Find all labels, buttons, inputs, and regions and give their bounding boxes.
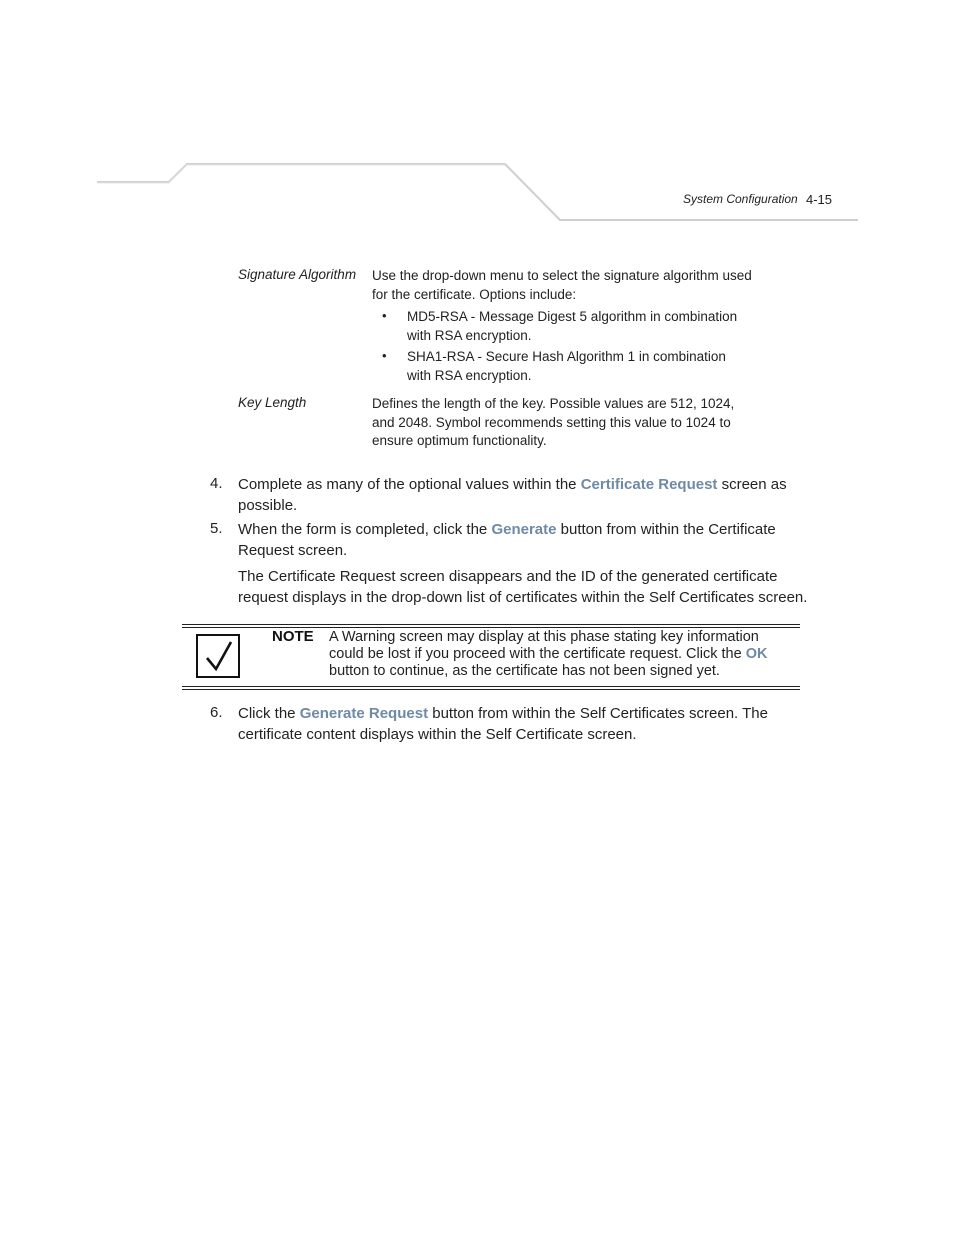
step-6-text: Click the Generate Request button from within the Self Certificates screen. The certificate content displays within the Self Certificate screen.	[238, 705, 768, 743]
bullet-item-sha1-rsa: SHA1-RSA - Secure Hash Algorithm 1 in combination with RSA encryption.	[407, 349, 726, 383]
ui-term-certificate-request: Certificate Request	[580, 476, 718, 493]
bullet-item-md5-rsa: MD5-RSA - Message Digest 5 algorithm in combination with RSA encryption.	[407, 309, 738, 343]
step-5-result-paragraph: The Certificate Request screen disappears and the ID of the generated certificate request displays in the drop-down list of certificates within the Self Certificates screen.	[238, 568, 808, 606]
bullet-marker: •	[382, 308, 387, 323]
param-desc-key-length: Defines the length of the key. Possible values are 512, 1024, and 2048. Symbol recommends setting this value to 1024 to ensure optimum functionality.	[372, 396, 735, 448]
ui-term-generate-request: Generate Request	[299, 705, 429, 722]
step-5-text: When the form is completed, click the Generate button from within the Certificate Request screen.	[238, 521, 776, 559]
checkmark-icon	[198, 636, 238, 676]
note-label: NOTE	[272, 628, 314, 645]
note-top-rule	[182, 624, 800, 625]
note-bottom-rule	[182, 686, 800, 687]
step-number: 4.	[210, 475, 223, 492]
step-4-text: Complete as many of the optional values within the Certificate Request screen as possible.	[238, 476, 787, 514]
param-term-key-length: Key Length	[238, 395, 307, 410]
step-number: 5.	[210, 520, 223, 537]
page-number: 4-15	[806, 192, 833, 207]
step-number: 6.	[210, 704, 223, 721]
bullet-marker: •	[382, 348, 387, 363]
running-head: System Configuration	[683, 192, 798, 206]
param-desc-signature-algorithm: Use the drop-down menu to select the signature algorithm used for the certificate. Options include:	[372, 268, 752, 302]
ui-term-generate: Generate	[491, 521, 557, 538]
ui-term-ok: OK	[745, 646, 768, 662]
param-term-signature-algorithm: Signature Algorithm	[238, 267, 357, 282]
note-icon-frame	[196, 634, 240, 678]
note-bottom-rule	[182, 689, 800, 690]
note-text: A Warning screen may display at this phase stating key information could be lost if you proceed with the certificate request. Click the OK button to continue, as the certificate has not been signed yet.	[329, 629, 768, 679]
